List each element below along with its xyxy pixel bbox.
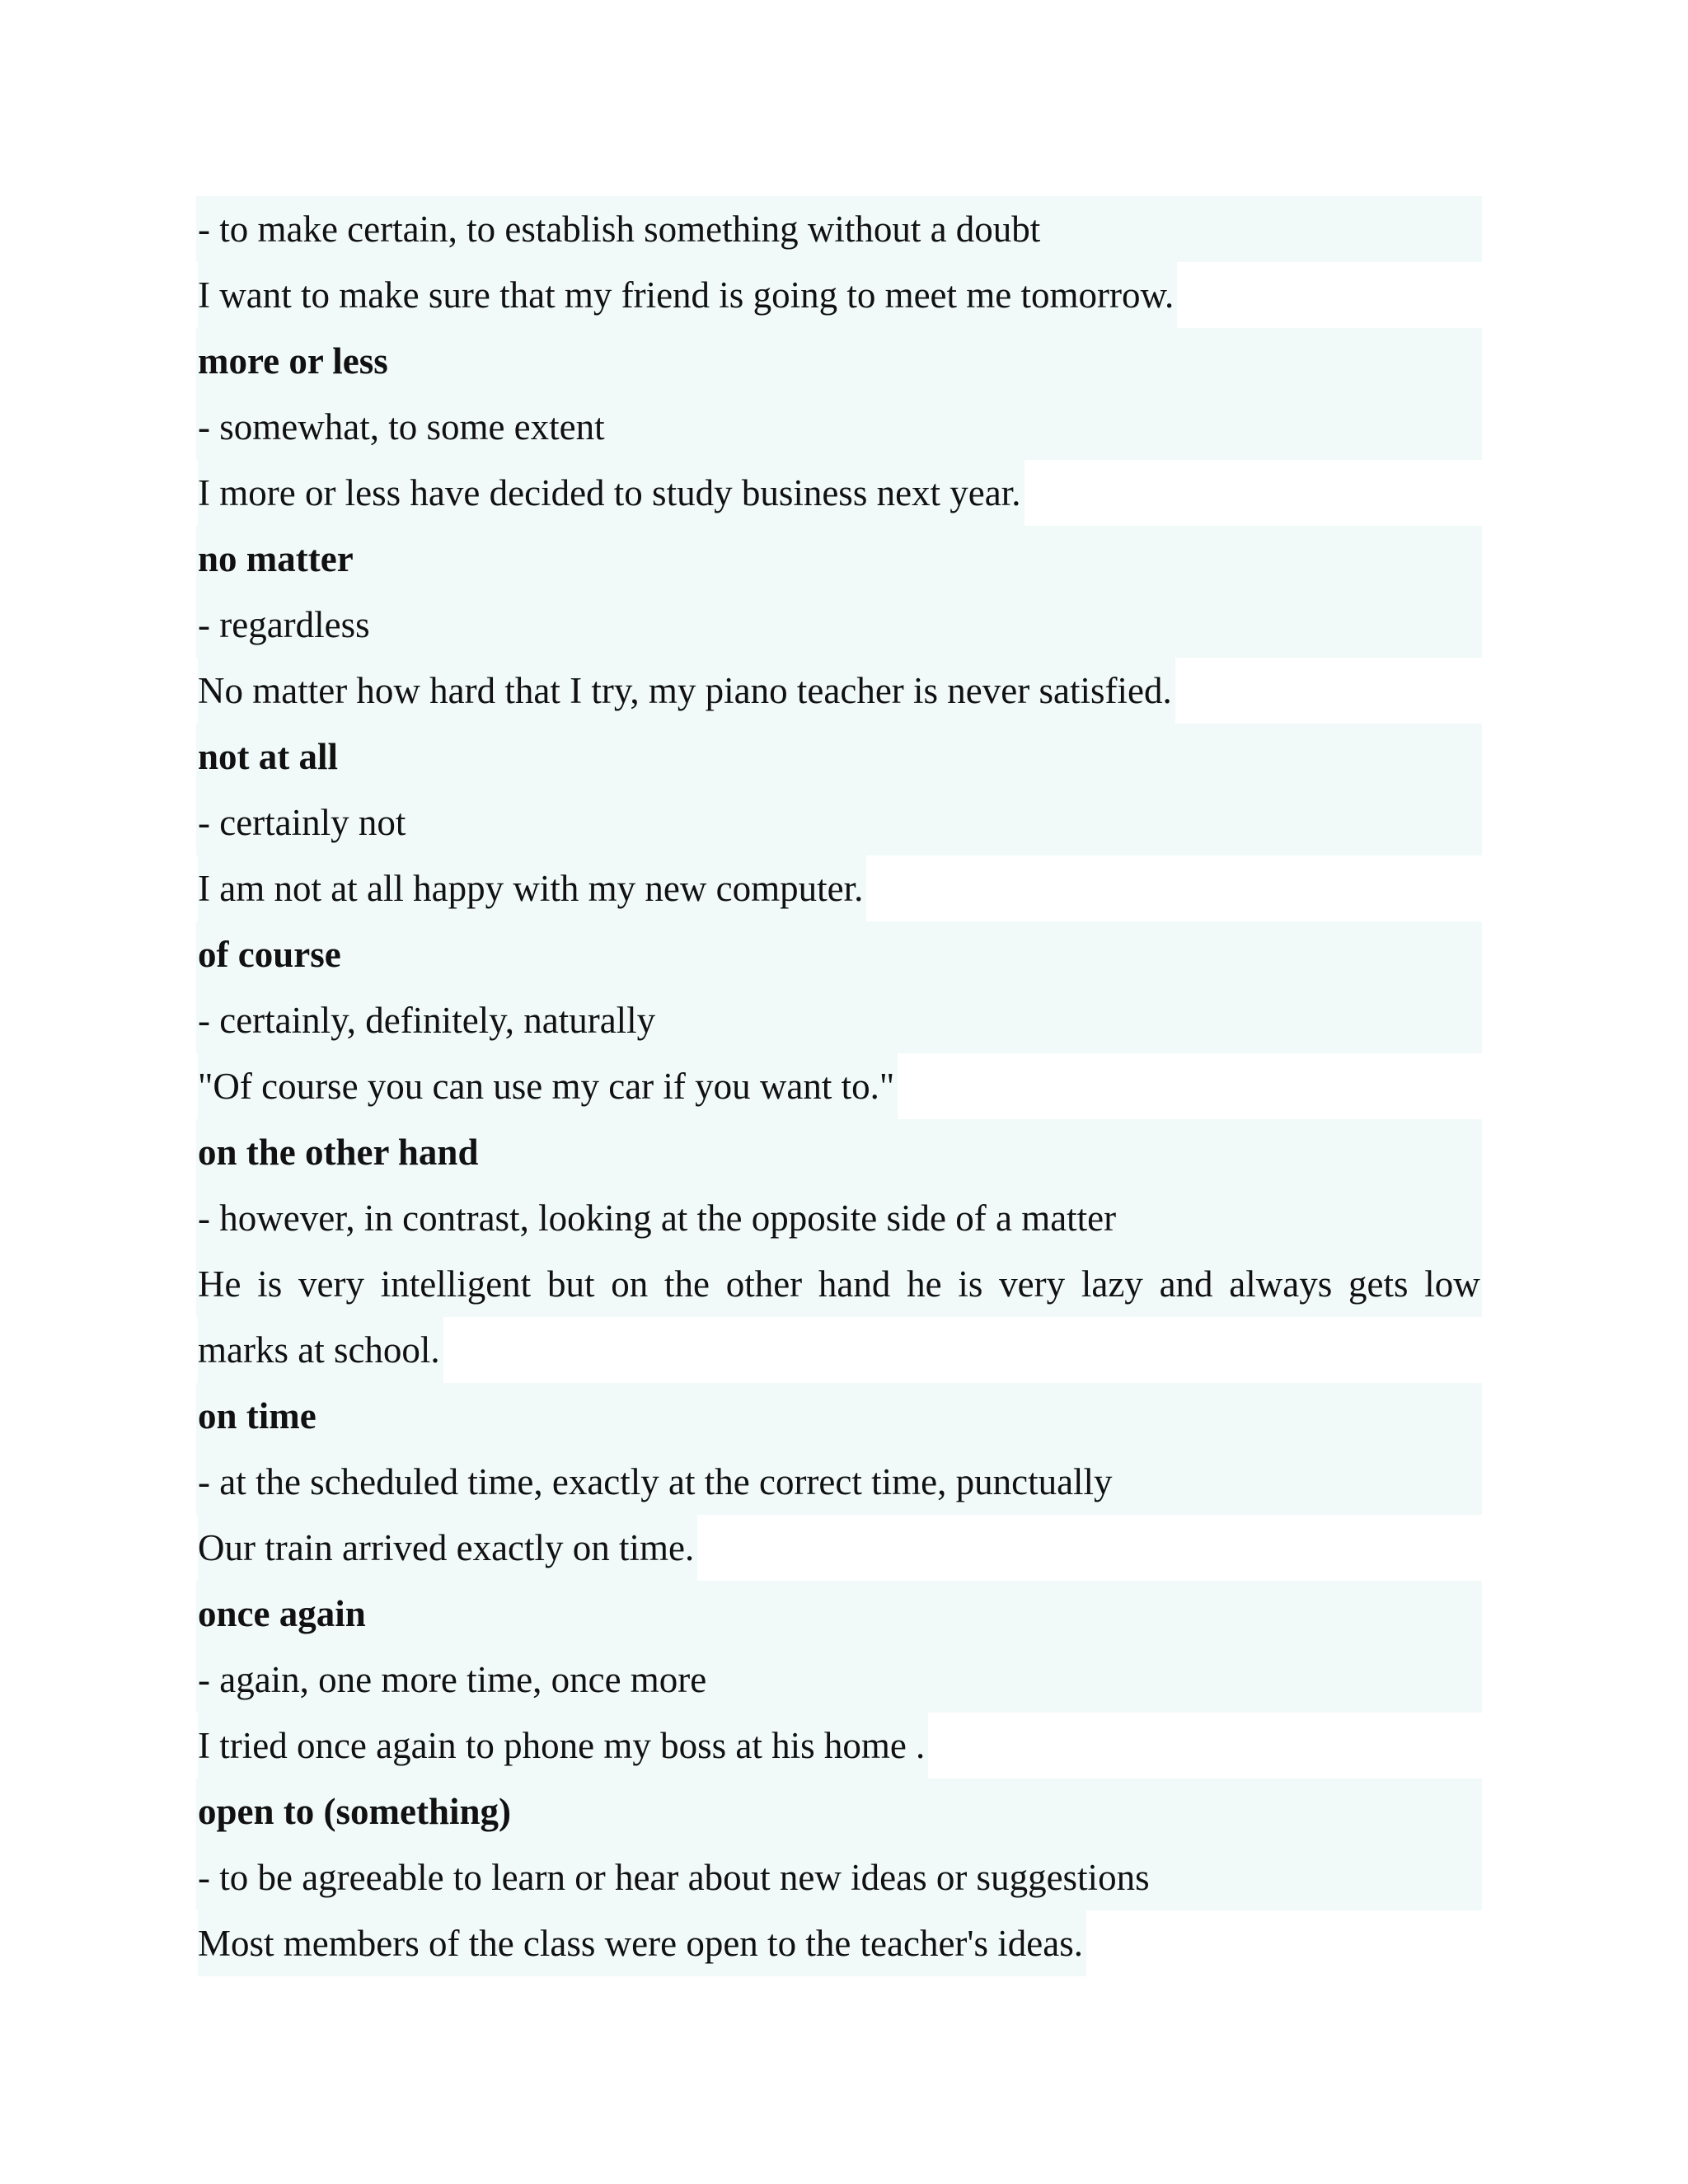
example-word: very (298, 1263, 364, 1305)
definition-text: - regardless (196, 592, 1482, 658)
idiom-term: once again (196, 1581, 1482, 1647)
example-word: always (1229, 1263, 1333, 1305)
example-word: intelligent (380, 1263, 532, 1305)
example-word: is (257, 1263, 283, 1305)
example-word: and (1159, 1263, 1213, 1305)
idiom-term: on the other hand (196, 1119, 1482, 1185)
example-word: the (663, 1263, 710, 1305)
example-sentence: I want to make sure that my friend is going to meet me tomorrow. (196, 262, 1482, 328)
example-sentence: Most members of the class were open to the teacher's ideas. (196, 1910, 1482, 1976)
example-sentence: Our train arrived exactly on time. (196, 1515, 1482, 1581)
definition-text: - somewhat, to some extent (196, 394, 1482, 460)
example-word: very (999, 1263, 1066, 1305)
idiom-term: of course (196, 921, 1482, 987)
example-word: he (907, 1263, 942, 1305)
definition-text: - however, in contrast, looking at the opposite side of a matter (196, 1185, 1482, 1251)
example-sentence-justified (196, 1251, 1482, 1317)
example-word: lazy (1081, 1263, 1143, 1305)
definition-text: - at the scheduled time, exactly at the correct time, punctually (196, 1449, 1482, 1515)
example-word: on (611, 1263, 649, 1305)
idiom-term: open to (something) (196, 1779, 1482, 1844)
idiom-term: on time (196, 1383, 1482, 1449)
example-sentence: I am not at all happy with my new computer. (196, 855, 1482, 921)
example-word: He (198, 1263, 241, 1305)
example-word: but (546, 1263, 595, 1305)
example-word: other (725, 1263, 803, 1305)
example-sentence: I tried once again to phone my boss at his home . (196, 1713, 1482, 1779)
example-word: hand (818, 1263, 891, 1305)
example-sentence: "Of course you can use my car if you want to." (196, 1053, 1482, 1119)
example-sentence-continued: marks at school. (196, 1317, 1482, 1383)
definition-text: - certainly, definitely, naturally (196, 987, 1482, 1053)
definition-text: - certainly not (196, 790, 1482, 855)
idiom-term: no matter (196, 526, 1482, 592)
definition-text: - to be agreeable to learn or hear about new ideas or suggestions (196, 1844, 1482, 1910)
definition-text: - again, one more time, once more (196, 1647, 1482, 1713)
example-sentence: No matter how hard that I try, my piano teacher is never satisfied. (196, 658, 1482, 724)
idiom-term: not at all (196, 724, 1482, 790)
idiom-term: more or less (196, 328, 1482, 394)
example-sentence: I more or less have decided to study business next year. (196, 460, 1482, 526)
example-word: low (1424, 1263, 1480, 1305)
document-page (196, 196, 1482, 1976)
example-word: gets (1348, 1263, 1409, 1305)
example-word: is (958, 1263, 983, 1305)
definition-text: - to make certain, to establish something without a doubt (196, 196, 1482, 262)
